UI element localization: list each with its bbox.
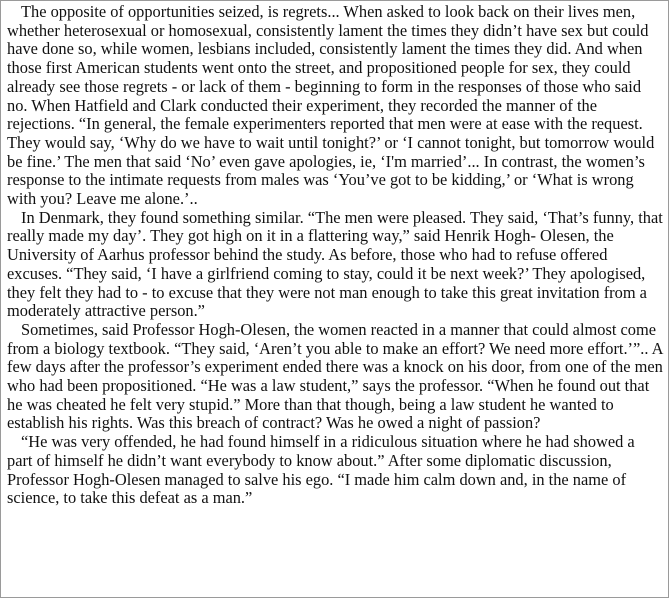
paragraph-biology-textbook: Sometimes, said Professor Hogh-Olesen, the women reacted in a manner that could almost come from a biology textbook. “They said, ‘Aren’t you able to make an effort? We need more effort.’”.. A few days after the professor’s experiment ended there was a knock on his door, from one of the men who had been propositioned. “He was a law student,” says the professor. “When he found out that he was cheated he felt very stupid.” More than that though, being a law student he wanted to establish his rights. Was this breach of contract? Was he owed a night of passion? [7,319,663,433]
article-body [1,1,668,508]
paragraph-denmark: In Denmark, they found something similar. “The men were pleased. They said, ‘That’s funny, that really made my day’. They got high on it in a flattering way,” said Henrik Hogh- Olesen, the University of Aarhus professor behind the study. As before, those who had to refuse offered excuses. “They said, ‘I have a girlfriend coming to stay, could it be next week?’ They apologised, they felt they had to - to excuse that they were not man enough to take this great invitation from a moderately attractive person.” [7,207,663,321]
paragraph-regrets: The opposite of opportunities seized, is regrets... When asked to look back on their lives men, whether heterosexual or homosexual, consistently lament the times they didn’t have sex but could have done so, while women, lesbians included, consistently lament the times they did. And when those first American students went onto the street, and propositioned people for sex, they could already see those regrets - or lack of them - beginning to form in the responses of those who said no. When Hatfield and Clark conducted their experiment, they recorded the manner of the rejections. “In general, the female experimenters reported that men were at ease with the request. They would say, ‘Why do we have to wait until tonight?’ or ‘I cannot tonight, but tomorrow would be fine.’ The men that said ‘No’ even gave apologies, ie, ‘I'm married’... In contrast, the women’s response to the intimate requests from males was ‘You’ve got to be kidding,’ or ‘What is wrong with you? Leave me alone.’.. [7,2,655,209]
paragraph-law-student: “He was very offended, he had found himself in a ridiculous situation where he had showed a part of himself he didn’t want everybody to know about.” After some diplomatic discussion, Professor Hogh-Olesen managed to salve his ego. “I made him calm down and, in the name of science, to take this defeat as a man.” [7,432,635,508]
